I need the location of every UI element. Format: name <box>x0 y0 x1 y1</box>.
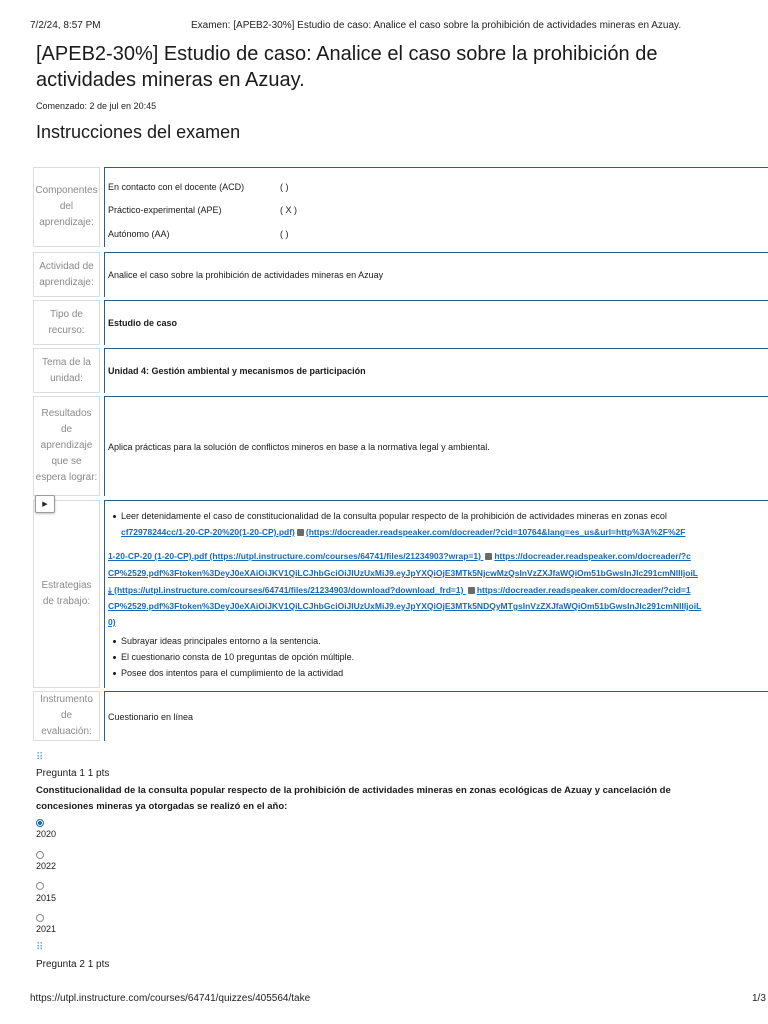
drag-handle-icon[interactable]: ⠿ <box>36 752 44 763</box>
strategies-row <box>33 500 768 688</box>
strategy-bullet: Posee dos intentos para el cumplimiento de la actividad <box>113 668 343 678</box>
option-label-2022[interactable]: 2022 <box>36 861 57 871</box>
resource-value: Estudio de caso <box>108 318 178 328</box>
readspeaker-icon[interactable] <box>468 587 475 594</box>
doc-link-token-1[interactable]: CP%2529.pdf%3Ftoken%3DeyJ0eXAiOiJKV1QiLCJhbGciOiJIUzUxMiJ9.eyJpYXQiOjE3MTk5NjcwMzQsInVzZXJfaWQiOm51bGwsInJlc291cmNlIljoiL <box>108 568 698 578</box>
component-acd: En contacto con el docente (ACD) <box>108 182 245 192</box>
download-icon[interactable]: ⤓ <box>108 585 112 595</box>
readspeaker-icon[interactable] <box>485 553 492 560</box>
instrument-label: Instrumento de evaluación: <box>33 691 100 741</box>
results-value: Aplica prácticas para la solución de conflictos mineros en base a la normativa legal y ambiental. <box>104 396 768 496</box>
question-1-text: Constitucionalidad de la consulta popular respecto de la prohibición de actividades mineras en zonas ecológicas de Azuay y cancelación de concesiones mineras ya otorgadas se realizó en el año: <box>36 785 671 812</box>
readspeaker-icon[interactable] <box>297 529 304 536</box>
strategy-main-item <box>113 511 667 521</box>
topic-value: Unidad 4: Gestión ambiental y mecanismos de participación <box>108 366 366 376</box>
component-aa-mark: ( ) <box>280 229 289 239</box>
activity-row <box>33 252 768 297</box>
doc-link-token-2[interactable]: CP%2529.pdf%3Ftoken%3DeyJ0eXAiOiJKV1QiLCJhbGciOiJIUzUxMiJ9.eyJpYXQiOjE3MTk5NDQyMTgsInVzZXJfaWQiOm51bGwsInJlc291cmNlIljoiL <box>108 601 702 611</box>
strategy-bullet: Subrayar ideas principales entorno a la sentencia. <box>113 636 321 646</box>
results-label: Resultados de aprendizaje que se espera lograr: <box>33 396 100 496</box>
strategy-bullet: El cuestionario consta de 10 preguntas de opción múltiple. <box>113 652 354 662</box>
activity-label: Actividad de aprendizaje: <box>33 252 100 297</box>
doc-link-file[interactable]: 1-20-CP-20 (1-20-CP).pdf (https://utpl.instructure.com/courses/64741/files/21234903?wrap=1) https://docreader.readspeaker.com/docreader/?c <box>108 551 691 561</box>
topic-cell <box>104 348 768 393</box>
option-label-2021[interactable]: 2021 <box>36 924 57 934</box>
doc-link-pdf[interactable]: cf72978244cc/1-20-CP-20%20(1-20-CP).pdf) (https://docreader.readspeaker.com/docreader/?cid=10764&lang=es_us&url=http%3A%2F%2F <box>121 527 686 537</box>
option-label-2015[interactable]: 2015 <box>36 893 57 903</box>
activity-value: Analice el caso sobre la prohibición de actividades mineras en Azuay <box>104 252 768 297</box>
component-aa: Autónomo (AA) <box>108 229 170 239</box>
results-row <box>33 396 768 496</box>
option-radio-2021[interactable] <box>36 914 44 922</box>
print-date: 7/2/24, 8:57 PM <box>30 20 101 31</box>
component-ape-mark: ( X ) <box>280 205 297 215</box>
doc-link-end[interactable]: 0) <box>108 617 116 627</box>
question-1-header: Pregunta 1 1 pts <box>36 768 110 779</box>
strategy-main-text: Leer detenidamente el caso de constitucionalidad de la consulta popular respecto de la prohibición de actividades mineras en zonas ecol <box>121 511 667 521</box>
option-label-2020[interactable]: 2020 <box>36 829 57 839</box>
strategies-cell <box>104 500 768 688</box>
resource-label: Tipo de recurso: <box>33 300 100 345</box>
quiz-title: [APEB2-30%] Estudio de caso: Analice el caso sobre la prohibición de actividades mineras en Azuay. <box>36 43 658 91</box>
print-page-title: Examen: [APEB2-30%] Estudio de caso: Analice el caso sobre la prohibición de actividades mineras en Azuay. <box>191 20 682 31</box>
doc-link-download[interactable]: ⤓ (https://utpl.instructure.com/courses/64741/files/21234903/download?download_frd=1) https://docreader.readspeaker.com/docreader/?cid=1 <box>108 585 691 595</box>
instrument-row <box>33 691 768 741</box>
started-timestamp: Comenzado: 2 de jul en 20:45 <box>36 101 157 111</box>
component-ape: Práctico-experimental (APE) <box>108 205 222 215</box>
resource-cell <box>104 300 768 345</box>
instrument-value: Cuestionario en línea <box>104 691 768 741</box>
strategies-label: Estrategias de trabajo: <box>33 500 100 688</box>
question-2-header: Pregunta 2 1 pts <box>36 959 110 970</box>
instructions-heading: Instrucciones del examen <box>36 122 241 142</box>
component-acd-mark: ( ) <box>280 182 289 192</box>
components-cell <box>104 167 768 247</box>
components-label: Componentes del aprendizaje: <box>33 167 100 247</box>
print-page-number: 1/3 <box>752 993 766 1004</box>
option-radio-2020[interactable] <box>36 819 44 827</box>
print-footer-url: https://utpl.instructure.com/courses/64741/quizzes/405564/take <box>30 993 311 1004</box>
resource-row <box>33 300 768 345</box>
expand-toggle-button[interactable]: ▶ <box>35 495 55 513</box>
option-radio-2015[interactable] <box>36 882 44 890</box>
topic-row <box>33 348 768 393</box>
topic-label: Tema de la unidad: <box>33 348 100 393</box>
option-radio-2022[interactable] <box>36 851 44 859</box>
components-row <box>33 167 768 247</box>
drag-handle-icon[interactable]: ⠿ <box>36 942 44 953</box>
